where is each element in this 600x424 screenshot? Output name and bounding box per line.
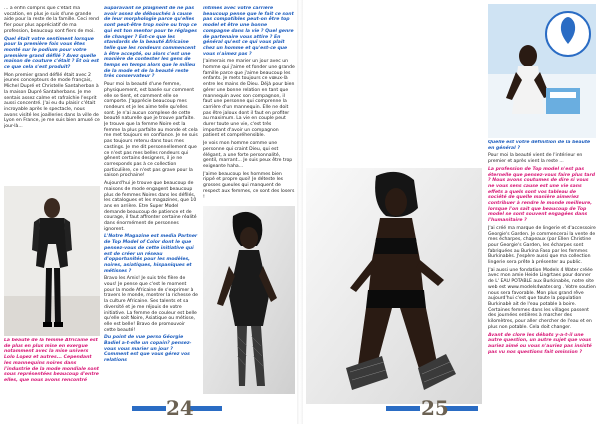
paragraph: J'aime beaucoup les hommes bien rippé et propre quoi! Je déteste les grosses gueules qui manquent de respect aux femmes, ce sont des losers ! bbox=[203, 171, 295, 200]
runway-photo bbox=[4, 186, 100, 336]
question: Quel était votre sentiment lorsque pour la première fois vous êtes monté sur le podium pour votre première grand défilé ? Avez quelle maison de couture c'était ? Et où est ce que cela s'est produit? bbox=[4, 36, 99, 71]
paragraph: Je vois mon homme comme une personne qui craint Dieu, qui est élégant, a une forte personnalité, gentil, marrant... Je suis peux être trop exigeante haha... bbox=[203, 141, 293, 169]
paragraph: Pour moi la beauté vient de l'intérieur en premier et après vient la reste ... bbox=[488, 153, 583, 165]
paragraph: Aujourd'hui je trouve que beaucoup de maisons de mode engagent beaucoup plus de femmes Noires dans les défilés, les catalogues et les magazines, que 10 ans en arrière. Etre Super Model demande beaucoup de patience et de courage, il faut affronter certaine réalité dans énormément de personnes ignorent. bbox=[104, 181, 197, 232]
portrait-illustration bbox=[203, 206, 295, 394]
left-column-3 bbox=[203, 6, 295, 206]
page-number-bar-left bbox=[132, 406, 166, 411]
question: L'Notre Magazine est media Partner de Top Model of Color dont le que pensez-vous de cette initiative qui est de créer un réseau d'opportunités pour les modèles, noires, asiatiques, hispaniques et métisses ? bbox=[104, 234, 198, 274]
question-pink: La profession de Top model n'est pas éternelle que pensez-vous faire plus tard ? Nous avons coutumes de dire si vous ne vous sens cause est une vie sans effets a quels sont vos tableau de société de quelle manière aimeriez contribuer à rendre le monde meilleure, lorsque l'on sait que beaucoup de Top model se sont souvent engagées dans l'humanitaire ? bbox=[488, 166, 596, 224]
paragraph: Mon premier grand défilé était avec 2 jeunes concepteurs de mode français, Michel Dupré et Christelle Santaherban à la maison Dupré Santaherbans. Je me sentais assez calme et rafraîchie l'esprit aussi concentré. J'ai eu du plaisir c'était incroyable après le spectacle, nous avons visité les joailleries dans la ville de Lyon en France, je me suis bien amusé ce jour-là... bbox=[4, 72, 100, 130]
photo-caption bbox=[4, 338, 100, 416]
paragraph: J'ai aussi une fondation Models 4 Water créée avec mon amie Heide Lingrtaes pour donner de L' EAU POTABLE aux Burkinabès, notre site web est www.models4water.org . Votre soutien nous sera favorable. Mon plus grand rêve aujourd'hui c'est que toute la population Burkinabè ait de l'eau potable à boire. Certaines femmes dans les villages passent des journées entières à marcher des kilomètres, pour aller chercher de l'eau et en plus non potable. Cela doit changer. bbox=[488, 267, 596, 330]
question: Du point de vue perso Géorgie Badiel a-t-elle un copain? pensez-vous vous marier un jour ? Comment est que vous gérez vos relations bbox=[104, 335, 192, 364]
lingerie-photo bbox=[306, 168, 482, 404]
model-figure-illustration bbox=[4, 186, 100, 336]
page-number-bar-right bbox=[386, 406, 420, 411]
question: Quelle est votre définition de la beauté en général ? bbox=[488, 140, 591, 151]
page-number-bar-right-2 bbox=[444, 406, 478, 411]
paragraph: Bravo les Amis! Je suis très fière de vous! Je pense que c'est le moment pour la mode Africaine de s'exprimer à travers le monde, montrer la richesse de la culture Africaine. Ses talents et sa diversité et je me réjouis de votre initiative. La femme de couleur est belle qu'elle soit Noire, Asiatique ou métisse, elle est belle! Bravo de promouvoir cette beauté! bbox=[104, 276, 198, 333]
right-column bbox=[488, 140, 596, 404]
paragraph: J'aimerais me marier un jour avec un homme qui j'aime et fonder une grande famille parce que j'aime beaucoup les enfants. Je mets toujours ce vœux-là entre les mains de Dieu. Déjà pour bien gérer une bonne relation en tant que mannequin avec son compagnon, il faut une personne qui comprenne la carrière d'un mannequin. Elle ne doit pas être jaloux dont il faut en profiter au maximum. La vie en couple peut durer toute une vie, c'est très important d'avoir un compagnon patient et compréhensible. bbox=[203, 59, 295, 139]
lingerie-photo-illustration bbox=[306, 168, 482, 404]
question: intimes avec votre carrière beaucoup pense que le fait ce sont pas compatibles peut-on être top model et être une bonne compagne dans la vie ? Quel genre de partenaire vous attire ? En général qu'est ce qui vous plait chez un homme et qu'est-ce que vous n'aimez pas ? bbox=[203, 6, 294, 57]
paragraph: ... a enfin compris que c'était ma vocation, en plus je suis d'une grande aide pour la reste de la famille. Ceci rend fier pour plus appréciatif de ma profession, beaucoup sont fiers de moi. bbox=[4, 6, 99, 34]
paragraph: J'ai créé ma marque de lingerie et d'accessoire Georgie's Garden. Je commencerai la vente de mes écharpes, chapeaux (par Ellen Christine pour Georgie's Garden, les écharpes sont fabriquées au Burkina Faso par les femmes Burkinabès. J'espère aussi que ma collection lingerie sera prête à présenter au public. bbox=[488, 225, 596, 266]
page-number-24: 24 bbox=[166, 396, 194, 420]
event-photo bbox=[488, 4, 596, 138]
caption-text: La beauté de la femme Africaine est de plus en plus mise en exergue notamment avec la mise univers Lolo Lopez et autres... Cependant les mannequins noires dans l'industrie de la mode mondiale sont sous représentées beaucoup d'entre elles, que nous avons rencontré bbox=[4, 338, 99, 383]
event-photo-illustration bbox=[488, 4, 596, 138]
question-pink: Avant de clore les débats y-a-t-il une autre question, un autre sujet que vous auriez aimé ou vous n'auriez pas insisté pas vu nos questions fait omission ? bbox=[488, 332, 592, 355]
page-gutter bbox=[297, 0, 303, 424]
left-column-2 bbox=[104, 6, 198, 400]
page-number-25: 25 bbox=[421, 396, 449, 420]
question: auparavant se plaignent de ne pas avoir assez de débouchés à cause de leur morphologie parce qu'elles sont peut-être trop noire ou trop ce qui est ton mentor pour te réglages de changer ? Est-ce que les standards de la beauté Africaine telle que les rondeurs commencent à être accepté, ou alors c'est une manière de contester les gens de temps en temps alors que le milieu de la mode et de la beauté reste très conservateur ? bbox=[104, 6, 197, 80]
portrait-photo bbox=[203, 206, 295, 394]
paragraph: Pour moi la beauté d'une femme, physiquement, est basée sur comment elle se tient, et comment elle se comporte. J'apprécie beaucoup mes rondeurs et je les aime telle qu'elles sont. Je n'ai aucun complexe de cette beauté naturelle que je trouve parfaite. Je trouve que la femme Noire est la femme la plus parfaite au monde et cela me met toujours en confiance. Je ne suis pas toujours retenu dans tous mes castings. Je me dit personnellement que ce n'est pas mes belles rondeurs qui gênent certains designers, il je ne corresponds pas à ce collection particulière, ce n'est pas grave pour la saison prochaine! bbox=[104, 82, 198, 179]
